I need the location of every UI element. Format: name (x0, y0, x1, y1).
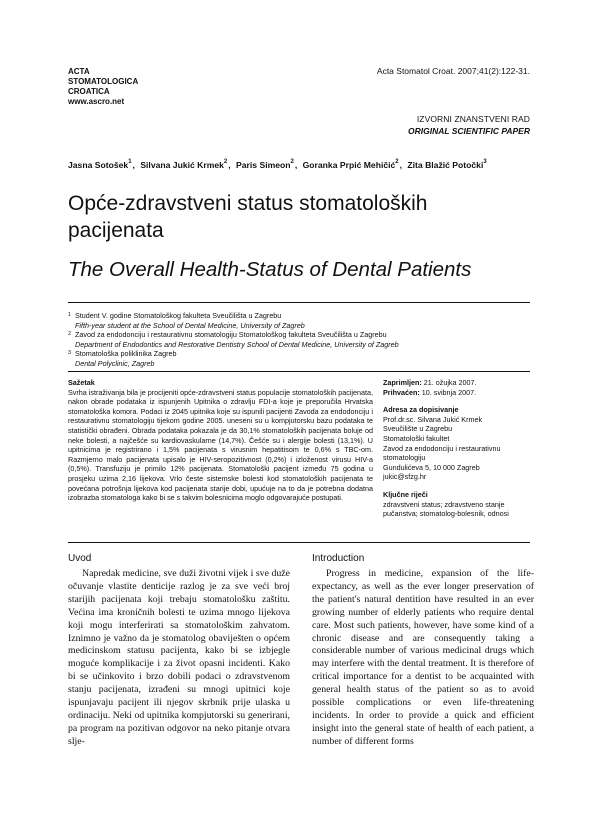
journal-name (68, 67, 188, 107)
address-line: Gundulićeva 5, 10 000 Zagreb (383, 462, 480, 472)
section-heading-hr: Uvod (68, 553, 92, 564)
affiliation-number: 1 (68, 312, 72, 318)
body-paragraph: Progress in medicine, expansion of the life-expectancy, as well as the ever longer preservation of the patient's natural dentition have resulted in an ever growing number of elderly patients who require dental care. Most such patients, however, have some kind of a chronic disease and are consequently taking a considerable number of various medicinal drugs which may interfere with the dental treatment. It is therefore of critical importance for a dentist to be acquainted with general health status of the patient so as to avoid possible complications or even life-threatening incidents. In order to provide a quick and efficient insight into the general state of health of each patient, a number of different forms (312, 568, 534, 747)
address-line: Zavod za endodonciju i restaurativnu (383, 443, 501, 453)
affiliation-number: 2 (68, 331, 72, 338)
title-croatian-line: Opće-zdravstveni status stomatoloških (68, 192, 428, 215)
article-type-hr: IZVORNI ZNANSTVENI RAD (416, 114, 530, 124)
article-info (383, 378, 533, 527)
author-list: Jasna Sotošek$^1$, Silvana Jukić Krmek$^2$, Paris Simeon$^2$, Goranka Prpić Mehičić$^2$, Zita Blažić Potočki$^3$ (68, 159, 487, 170)
author-name: Zita Blažić Potočki (407, 160, 484, 170)
dates (383, 378, 533, 397)
title-croatian (68, 190, 538, 244)
section-heading-en: Introduction (312, 553, 365, 564)
title-english: The Overall Health-Status of Dental Patients (68, 258, 472, 281)
author-name: Silvana Jukić Krmek (140, 160, 224, 170)
body-column-hr (68, 568, 290, 749)
accepted-label: Prihvaćen: (383, 387, 420, 397)
journal-url[interactable]: www.ascro.net (68, 97, 125, 106)
journal-name-line: ACTA (68, 67, 90, 76)
address-line: Prof.dr.sc. Silvana Jukić Krmek (383, 414, 483, 424)
author-name: Paris Simeon (236, 160, 291, 170)
author-affiliation-mark: 2 (290, 159, 294, 165)
affiliation-number: 3 (68, 350, 72, 357)
author-affiliation-mark: 2 (395, 159, 399, 165)
affiliation-item (68, 311, 538, 321)
keywords-text: zdravstveni status; zdravstveno stanje pučanstva; stomatolog-bolesnik, odnosi (383, 499, 509, 519)
address-line: Sveučilište u Zagrebu (383, 424, 453, 434)
journal-name-line: CROATICA (68, 87, 110, 96)
correspondence-address (383, 405, 533, 482)
affiliation-hr: Student V. godine Stomatološkog fakulteta Sveučilišta u Zagrebu (75, 311, 282, 320)
author-name: Jasna Sotošek (68, 160, 129, 170)
affiliations (68, 311, 538, 369)
divider (68, 302, 530, 303)
journal-citation: Acta Stomatol Croat. 2007;41(2):122-31. (376, 66, 530, 76)
keywords (383, 490, 533, 519)
body-column-en (312, 568, 534, 749)
address-email[interactable]: jukic@sfzg.hr (383, 472, 427, 482)
divider (68, 371, 530, 372)
author-affiliation-mark: 2 (223, 159, 228, 165)
received-label: Zaprimljen: (383, 378, 422, 387)
affiliation-en: Department of Endodontics and Restorative Dentistry School of Dental Medicine, University of Zagreb (75, 339, 399, 349)
address-line: Stomatološki fakultet (383, 433, 450, 443)
article-type-en: ORIGINAL SCIENTIFIC PAPER (407, 126, 530, 136)
author-affiliation-mark: 1 (128, 159, 132, 165)
keywords-heading: Ključne riječi (383, 489, 428, 499)
body-paragraph: Napredak medicine, sve duži životni vijek i sve duže očuvanje vlastite denticije razlog je za sve veći broj starijih pacijenata koji trebaju stomatološku zaštitu. Većina ima kroničnih bolesti te uzima mnogo lijekova koji mogu interferirati sa stomatološkim zahvatom. Iznimno je važno da je stomatolog obaviješten o općem medicinskom statusu pacijenta, kako bi se izbjegle moguće komplikacije i za život opasni incidenti. Kako bi se učinkovito i brzo dobili podaci o zdravstvenom stanju pacijenata, izrađeni su mnogi upitnici koje ispunjavaju pacijent ili njegov skrbnik prije ulaska u ordinaciju. Neki od upitnika kompjutorski su generirani, pa program na pozitivan odgovor na neko pitanje otvara slje- (68, 568, 290, 747)
accepted-date: 10. svibnja 2007. (421, 387, 477, 397)
journal-name-line: STOMATOLOGICA (68, 77, 139, 86)
affiliation-item (68, 330, 538, 340)
affiliation-item (68, 349, 538, 359)
affiliation-en: Fifth-year student at the School of Dental Medicine, University of Zagreb (75, 320, 305, 330)
affiliation-hr: Zavod za endodonciju i restaurativnu stomatologiju Stomatološkog fakulteta Sveučilišta u Zagrebu (75, 330, 387, 340)
abstract-text: Svrha istraživanja bila je procijeniti opće-zdravstveni status populacije stomatoloških pacijenata, nakon obrade podataka iz ispunjenih Upitnika o zdravlju FDI-a koje je preporučila Hrvatska stomatološka komora. Podaci iz 2045 upitnika koje su ispunili pacijenti Zavoda za endodonciju i restaurativnu stomatologiju tijekom godine 2005. uneseni su u kompjutorsku bazu podataka te statistički obrađeni. Obrada podataka pokazala je da 30,1% stomatoloških pacijenata boluje od neke bolesti, a najčešće su kardiovaskularne (14,7%). Češće su i alergije bolesti (13,1%). U upitnicima je registrirano i 1,5% pacijenata s virusnim hepatitisom te 0,6% s TBC-om. Razmjerno malo pacijenata upisalo je HIV-seropozitivnost (0,2%) i izloženost virusu HIV-a (0,5%). Transfuziju je primilo 12% pacijenata. Stomatološki pacijent između 75 godina u prosjeku uzima 2,16 lijekova. Vrlo česte sistemske bolesti kod stomatoloških pacijenata te povećana potrošnja lijekova kod pacijenata starije dobi, upućuje na to da je potrebna dodatna izobrazba stomatologa kako bi se s takvim bolesnicima moglo odgovarajuće postupati. (68, 387, 373, 503)
affiliation-hr: Stomatološka poliklinika Zagreb (75, 349, 177, 359)
abstract (68, 378, 373, 503)
divider (68, 542, 530, 543)
abstract-heading: Sažetak (68, 378, 95, 387)
address-line: stomatologiju (383, 453, 426, 463)
author-affiliation-mark: 3 (483, 159, 487, 165)
received-date: 21. ožujka 2007. (423, 378, 477, 387)
affiliation-en: Dental Polyclinic, Zagreb (75, 358, 155, 368)
author-name: Goranka Prpić Mehičić (302, 160, 396, 170)
address-heading: Adresa za dopisivanje (383, 405, 459, 415)
title-croatian-line: pacijenata (68, 219, 164, 242)
